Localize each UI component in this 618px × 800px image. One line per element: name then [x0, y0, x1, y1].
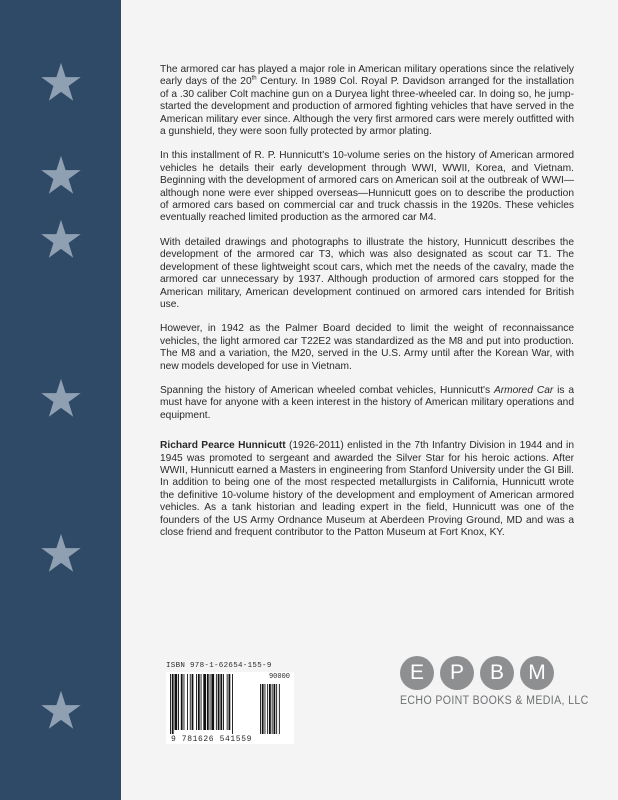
barcode-digits: 9 781626 541559 [171, 735, 253, 744]
intro-text-b: Century. In 1989 Col. Royal P. Davidson arranged for the installation of a .30 caliber Colt machine gun on a Duryea light three-wheeled car. In doing so, he jump-started the development and production of armored fighting vehicles that have served in the American military ever since. Although the very first armored cars were merely outfitted with a gunshield, they were soon fully protected by armor plating. [160, 76, 574, 138]
barcode-bars [168, 674, 292, 734]
summary-text-b: is a must have for anyone with a keen interest in the history of American military operations and equipment. [160, 384, 575, 421]
author-bio [160, 440, 574, 539]
intro-paragraph [160, 64, 574, 138]
intro-text-a: The armored car has played a major role in American military operations since the relatively early days of the 20 [160, 64, 574, 88]
back-cover-text [160, 64, 574, 551]
isbn-label: ISBN 978-1-62654-155-9 [166, 662, 272, 670]
logo-letter-e: E [400, 656, 434, 690]
summary-paragraph [160, 385, 574, 422]
star-icon [40, 62, 82, 102]
star-icon [40, 690, 82, 730]
star-icon [40, 219, 82, 259]
barcode-addon: 90000 [268, 673, 290, 681]
book-title: Armored Car [493, 384, 554, 396]
development-paragraph: With detailed drawings and photographs to illustrate the history, Hunnicutt describes the development of the armored car T3, which was also designated as scout car T1. The development of these lightweight scout cars, which met the needs of the cavalry, made the armored car unnecessary by 1937. Although production of armored cars stopped for the American military, American development continued on armored cars intended for British use. [160, 236, 574, 310]
summary-text-a: Spanning the history of American wheeled combat vehicles, Hunnicutt's [160, 384, 494, 396]
star-icon [40, 155, 82, 195]
logo-letter-p: P [440, 656, 474, 690]
star-icon [40, 378, 82, 418]
star-icon [40, 533, 82, 573]
logo-letter-b: B [480, 656, 514, 690]
ordinal-superscript: th [251, 76, 257, 83]
logo-letter-m: M [520, 656, 554, 690]
author-bio-text: (1926-2011) enlisted in the 7th Infantry Division in 1944 and in 1945 was promoted to sergeant and awarded the Silver Star for his heroic actions. After WWII, Hunnicutt earned a Masters in engineering from Stanford University under the GI Bill. In addition to being one of the most respected metallurgists in California, Hunnicutt wrote the definitive 10-volume history of the development and employment of American armored vehicles. As a tank historian and leading expert in the field, Hunnicutt was one of the founders of the US Army Ordnance Museum at Aberdeen Proving Ground, MD and was a close friend and frequent contributor to the Patton Museum at Fort Knox, KY. [160, 440, 574, 538]
barcode [166, 672, 294, 744]
series-paragraph: In this installment of R. P. Hunnicutt's 10-volume series on the history of American armored vehicles he details their early development through WWI, WWII, Korea, and Vietnam. Beginning with the development of armored cars on American soil at the outbreak of WWI—although none were ever shipped overseas—Hunnicutt goes on to describe the production of armored cars based on commercial car and truck chassis in the 1920s. These vehicles eventually reached limited production as the armored car M4. [160, 150, 574, 224]
publisher-name: ECHO POINT BOOKS & MEDIA, LLC [400, 695, 589, 707]
palmer-board-paragraph: However, in 1942 as the Palmer Board decided to limit the weight of reconnaissance vehicles, the light armored car T22E2 was standardized as the M8 and put into production. The M8 and a variation, the M20, served in the U.S. Army until after the Korean War, with new models developed for use in Vietnam. [160, 323, 574, 372]
left-color-band [0, 0, 121, 800]
isbn-barcode-block [166, 662, 294, 744]
logo-circles [400, 656, 576, 690]
publisher-logo [400, 656, 589, 707]
author-name: Richard Pearce Hunnicutt [160, 440, 286, 452]
